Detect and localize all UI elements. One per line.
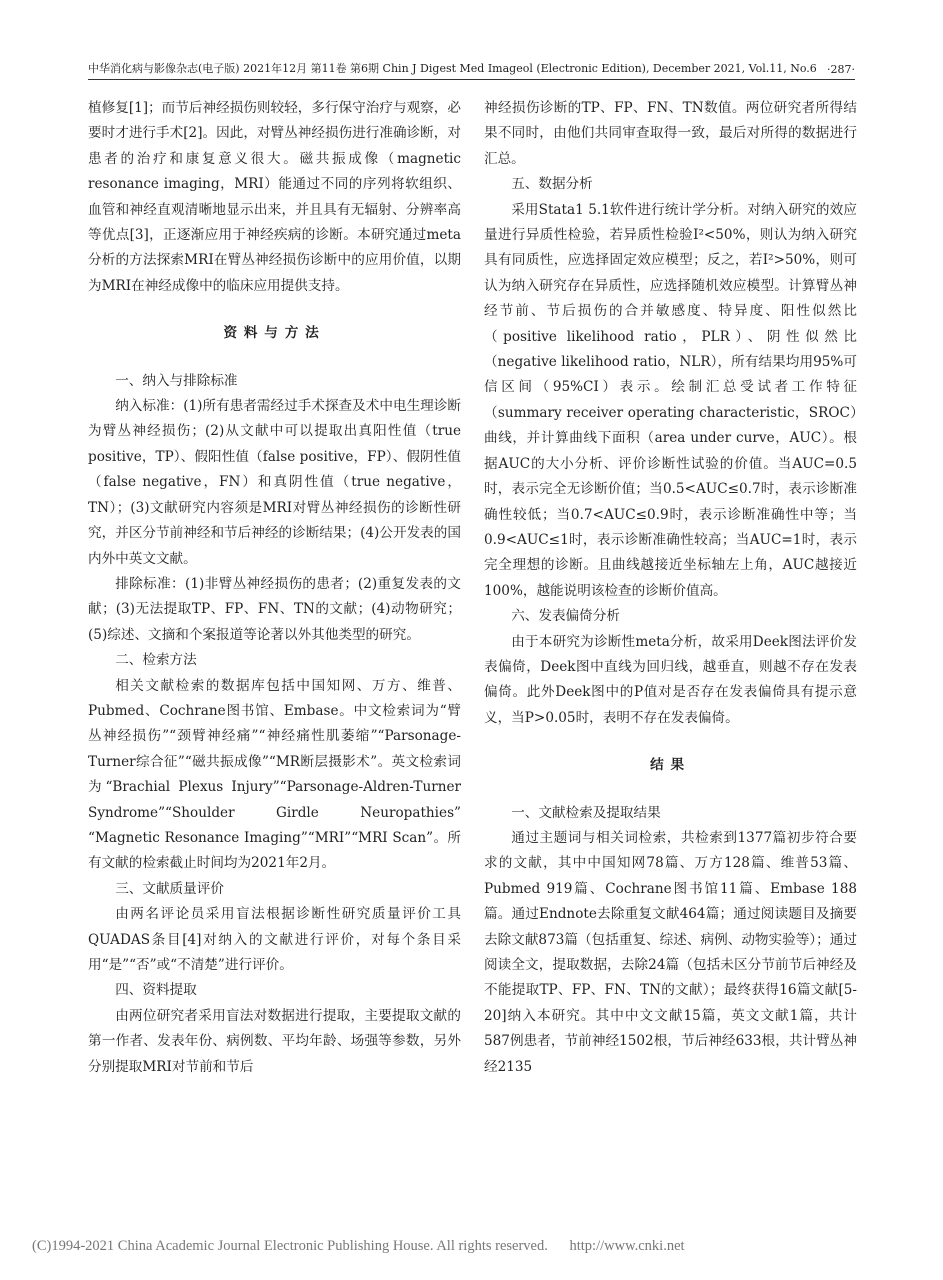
- subheading-analysis: 五、数据分析: [511, 176, 593, 193]
- bias-paragraph: 由于本研究为诊断性meta分析，故采用Deek图法评价发表偏倚，Deek图中直线为回归线，越垂直，则越不存在发表偏倚。此外Deek图中的P值对是否存在发表偏倚具有提示意义，当P>0.05时，表明不存在发表偏倚。: [484, 633, 857, 726]
- footer-link[interactable]: http://www.cnki.net: [569, 1238, 685, 1254]
- section-title-results: 结果: [650, 757, 691, 774]
- search-paragraph: 相关文献检索的数据库包括中国知网、万方、维普、Pubmed、Cochrane图书馆、Embase。中文检索词为“臂丛神经损伤”“颈臂神经痛”“神经痛性肌萎缩”“Parsonage-Turner综合征”“磁共振成像”“MR断层摄影术”。英文检索词为“Brachial Plexus Injury”“Parsonage-Aldren-Turner Syndrome”“Shoulder Girdle Neuropathies” “Magnetic Resonance Imaging”“MRI”“MRI Scan”。所有文献的检索截止时间均为2021年2月。: [88, 677, 461, 872]
- retrieval-paragraph: 通过主题词与相关词检索，共检索到1377篇初步符合要求的文献，其中中国知网78篇、万方128篇、维普53篇、Pubmed 919篇、Cochrane图书馆11篇、Embase 188篇。通过Endnote去除重复文献464篇；通过阅读题目及摘要去除文献873篇（包括重复、综述、病例、动物实验等）；通过阅读全文，提取数据，去除24篇（包括未区分节前节后神经及不能提取TP、FP、FN、TN的文献）；最终获得16篇文献[5-20]纳入本研究。其中中文文献15篇，英文文献1篇，共计587例患者，节前神经1502根，节后神经633根，共计臂丛神经2135: [484, 829, 857, 1075]
- intro-paragraph: 植修复[1]；而节后神经损伤则较轻，多行保守治疗与观察，必要时才进行手术[2]。因此，对臂丛神经损伤进行准确诊断，对患者的治疗和康复意义很大。磁共振成像（magnetic resonance imaging，MRI）能通过不同的序列将软组织、血管和神经直观清晰地显示出来，并且具有无辐射、分辨率高等优点[3]，正逐渐应用于神经疾病的诊断。本研究通过meta分析的方法探索MRI在臂丛神经损伤诊断中的应用价值，以期为MRI在神经成像中的临床应用提供支持。: [88, 100, 461, 294]
- analysis-paragraph: 采用Stata1 5.1软件进行统计学分析。对纳入研究的效应量进行异质性检验，若异质性检验I²<50%，则认为纳入研究具有同质性，应选择固定效应模型；反之，若I²>50%，则可认为纳入研究存在异质性，应选择随机效应模型。计算臂丛神经节前、节后损伤的合并敏感度、特异度、阳性似然比（positive likelihood ratio，PLR）、阴性似然比（negative likelihood ratio，NLR），所有结果均用95%可信区间（95%CI）表示。绘制汇总受试者工作特征（summary receiver operating characteristic，SROC）曲线，并计算曲线下面积（area under curve，AUC）。根据AUC的大小分析、评价诊断性试验的价值。当AUC=0.5时，表示完全无诊断价值；当0.5<AUC≤0.7时，表示诊断准确性较低；当0.7<AUC≤0.9时，表示诊断准确性中等；当0.9<AUC≤1时，表示诊断准确性较高；当AUC=1时，表示完全理想的诊断。且曲线越接近坐标轴左上角，AUC越接近100%，越能说明该检查的诊断价值高。: [484, 201, 857, 599]
- subheading-retrieval: 一、文献检索及提取结果: [511, 804, 661, 821]
- right-column: [484, 96, 857, 1080]
- subheading-extraction: 四、资料提取: [115, 982, 197, 999]
- extraction-continued-paragraph: 神经损伤诊断的TP、FP、FN、TN数值。两位研究者所得结果不同时，由他们共同审查取得一致，最后对所得的数据进行汇总。: [484, 100, 857, 167]
- subheading-search: 二、检索方法: [115, 652, 197, 669]
- section-title-methods: 资料与方法: [223, 325, 326, 342]
- subheading-criteria: 一、纳入与排除标准: [115, 372, 238, 389]
- subheading-bias: 六、发表偏倚分析: [511, 608, 620, 625]
- journal-citation: 中华消化病与影像杂志(电子版) 2021年12月 第11卷 第6期 Chin J Digest Med Imageol (Electronic Edition), December 2021, Vol.11, No.6: [88, 62, 817, 75]
- subheading-quality: 三、文献质量评价: [115, 880, 224, 897]
- exclusion-paragraph: 排除标准：(1)非臂丛神经损伤的患者；(2)重复发表的文献；(3)无法提取TP、FP、FN、TN的文献；(4)动物研究；(5)综述、文摘和个案报道等论著以外其他类型的研究。: [88, 575, 461, 643]
- footer: [32, 1238, 703, 1255]
- quality-paragraph: 由两名评论员采用盲法根据诊断性研究质量评价工具QUADAS条目[4]对纳入的文献进行评价，对每个条目采用“是”“否”或“不清楚”进行评价。: [88, 906, 461, 973]
- page-number: ·287·: [827, 63, 855, 76]
- left-column: [88, 96, 461, 1080]
- copyright-text: (C)1994-2021 China Academic Journal Electronic Publishing House. All rights reserved.: [32, 1238, 548, 1254]
- inclusion-paragraph: 纳入标准：(1)所有患者需经过手术探查及术中电生理诊断为臂丛神经损伤；(2)从文献中可以提取出真阳性值（true positive，TP）、假阳性值（false positive，FP）、假阴性值（false negative，FN）和真阴性值（true negative，TN）；(3)文献研究内容须是MRI对臂丛神经损伤的诊断性研究，并区分节前神经和节后神经的诊断结果；(4)公开发表的国内外中英文文献。: [88, 398, 461, 567]
- extraction-paragraph: 由两位研究者采用盲法对数据进行提取，主要提取文献的第一作者、发表年份、病例数、平均年龄、场强等参数，另外分别提取MRI对节前和节后: [88, 1007, 461, 1075]
- running-header: [88, 54, 855, 80]
